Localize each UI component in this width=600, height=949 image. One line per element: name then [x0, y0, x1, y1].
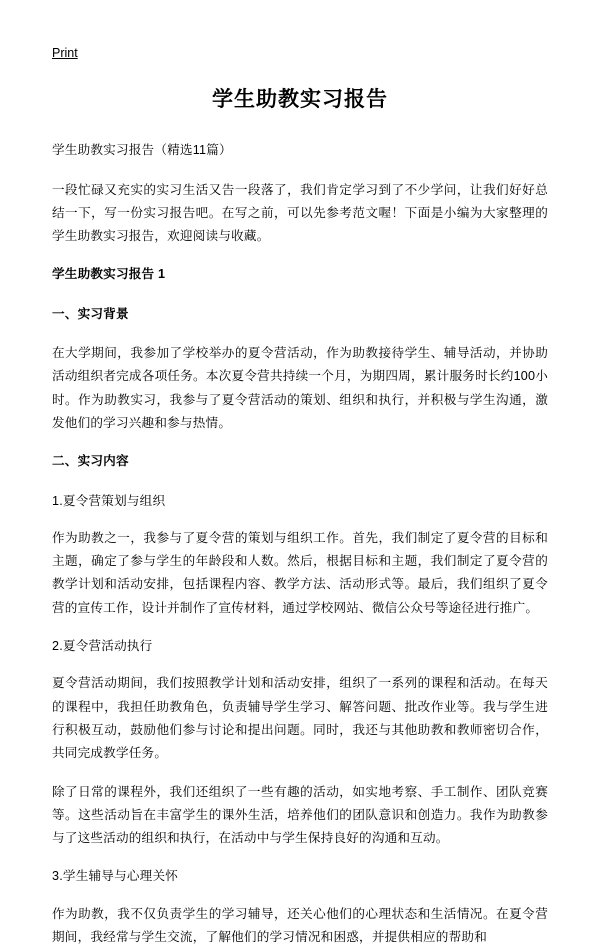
page-title: 学生助教实习报告: [212, 88, 388, 111]
document-subtitle: 学生助教实习报告（精选11篇）: [52, 143, 232, 158]
document-paragraph: 在大学期间，我参加了学校举办的夏令营活动，作为助教接待学生、辅导活动，并协助活动组织者完成各项任务。本次夏令营共持续一个月，为期四周，累计服务时长约100小时。作为助教实习，我参与了夏令营活动的策划、组织和执行，并积极与学生沟通，激发他们的学习兴趣和参与热情。: [52, 346, 548, 430]
document-paragraph: 作为助教之一，我参与了夏令营的策划与组织工作。首先，我们制定了夏令营的目标和主题，确定了参与学生的年龄段和人数。然后，根据目标和主题，我们制定了夏令营的教学计划和活动安排，包括课程内容、教学方法、活动形式等。最后，我们组织了夏令营的宣传工作，设计并制作了宣传材料，通过学校网站、微信公众号等途径进行推广。: [52, 530, 548, 615]
section-heading: 一、实习背景: [52, 306, 129, 321]
document-paragraph: 除了日常的课程外，我们还组织了一些有趣的活动，如实地考察、手工制作、团队竞赛等。这些活动旨在丰富学生的课外生活，培养他们的团队意识和创造力。我作为助教参与了这些活动的组织和执行，在活动中与学生保持良好的沟通和互动。: [52, 784, 548, 846]
document-paragraph: 夏令营活动期间，我们按照教学计划和活动安排，组织了一系列的课程和活动。在每天的课程中，我担任助教角色，负责辅导学生学习、解答问题、批改作业等。我与学生进行积极互动，鼓励他们参与讨论和提出问题。同时，我还与其他助教和教师密切合作，共同完成教学任务。: [52, 676, 548, 761]
document-paragraph: 作为助教，我不仅负责学生的学习辅导，还关心他们的心理状态和生活情况。在夏令营期间，我经常与学生交流，了解他们的学习情况和困惑，并提供相应的帮助和: [52, 906, 548, 945]
list-item-heading: 1.夏令营策划与组织: [52, 493, 166, 508]
report-heading: 学生助教实习报告 1: [52, 267, 166, 282]
list-item-heading: 2.夏令营活动执行: [52, 639, 153, 654]
list-item-heading: 3.学生辅导与心理关怀: [52, 869, 179, 884]
section-heading: 二、实习内容: [52, 454, 129, 469]
print-button[interactable]: Print: [52, 46, 78, 60]
document-paragraph: 一段忙碌又充实的实习生活又告一段落了，我们肯定学习到了不少学问，让我们好好总结一下，写一份实习报告吧。在写之前，可以先参考范文喔！下面是小编为大家整理的学生助教实习报告，欢迎阅读与收藏。: [52, 182, 548, 244]
